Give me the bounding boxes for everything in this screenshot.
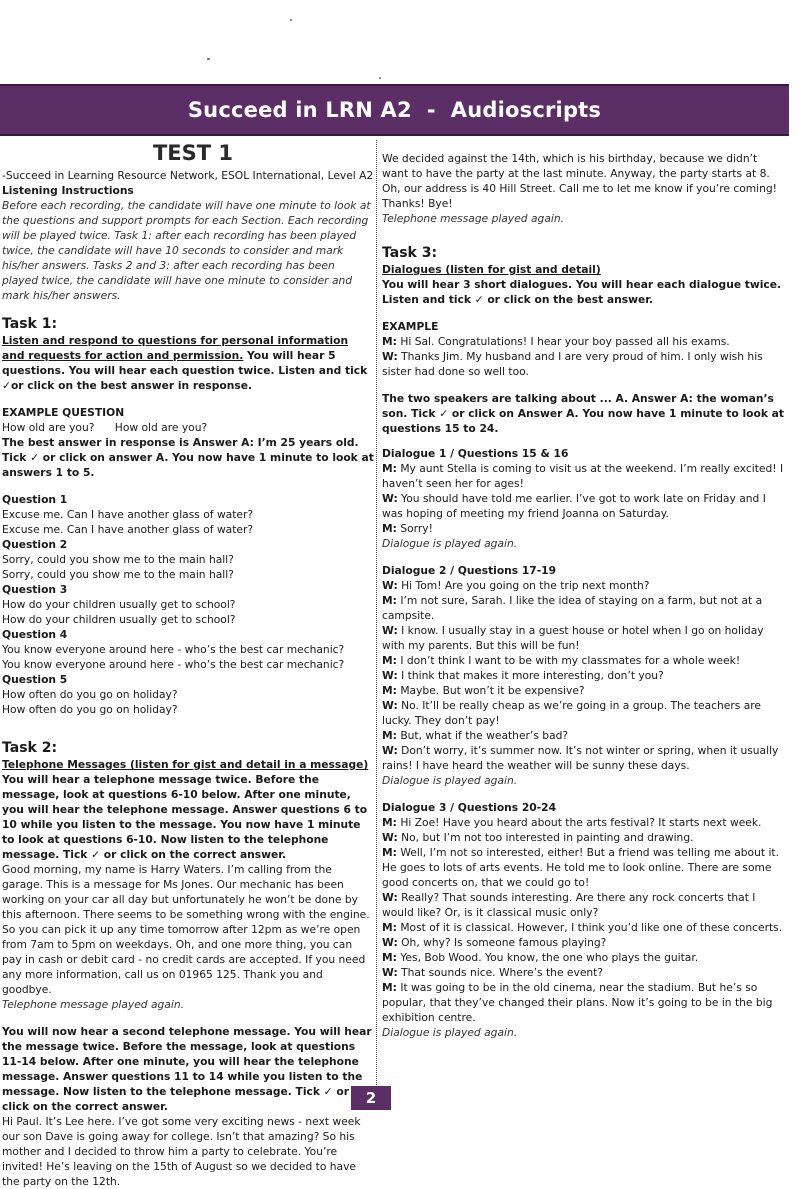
speaker: W: xyxy=(382,669,398,682)
speaker: W: xyxy=(382,744,398,757)
dialogue-line xyxy=(382,815,784,830)
task2-instruction-2: You will now hear a second telephone message. You will hear the message twice. Before the message, look at questions 11-14 below. After one minute, you will hear the telephone message. Answer questions 11 to 14 while you listen to the message. Now listen to the telephone message. Tick ✓ or click on the correct answer. xyxy=(2,1025,372,1113)
dialogue-line xyxy=(382,521,784,536)
dialogue-line xyxy=(382,935,784,950)
line-text: I know. I usually stay in a guest house or hotel when I go on holiday with my parents. But this will be fun! xyxy=(382,624,764,652)
speaker: M: xyxy=(382,462,397,475)
dialogue-line xyxy=(382,920,784,935)
example-question-heading: EXAMPLE QUESTION xyxy=(2,406,125,419)
right-column xyxy=(382,151,784,1040)
line-text: Hi Tom! Are you going on the trip next month? xyxy=(397,579,650,592)
line-text: No, but I’m not too interested in painting and drawing. xyxy=(397,831,694,844)
question-label: Question 1 xyxy=(2,493,68,506)
dialogue-line xyxy=(382,491,784,521)
example-heading: EXAMPLE xyxy=(382,320,439,333)
header-banner xyxy=(0,84,789,136)
scan-speck xyxy=(290,19,292,21)
line-text: No. It’ll be really cheap as we’re going in a group. The teachers are lucky. They don’t pay! xyxy=(382,699,761,727)
task1-instruction: You will hear 5 questions. You will hear each question twice. Listen and tick ✓or click on the best answer in response. xyxy=(2,349,368,392)
question-text: Sorry, could you show me to the main hall? xyxy=(2,553,234,566)
line-text: Hi Sal. Congratulations! I hear your boy passed all his exams. xyxy=(396,335,730,348)
task2-heading: Telephone Messages (listen for gist and detail in a message) xyxy=(2,758,369,771)
speaker: M: xyxy=(382,522,397,535)
line-text: I think that makes it more interesting, don’t you? xyxy=(397,669,664,682)
speaker: W: xyxy=(382,831,398,844)
dialogue-line xyxy=(382,890,784,920)
task1-instructions xyxy=(2,333,374,393)
line-text: You should have told me earlier. I’ve got to work late on Friday and I was hoping of meeting my friend Joanna on Saturday. xyxy=(382,492,766,520)
question-text: Excuse me. Can I have another glass of water? xyxy=(2,523,254,536)
task2-title: Task 2: xyxy=(2,740,58,756)
intro-line: -Succeed in Learning Resource Network, ESOL International, Level A2 xyxy=(2,169,374,182)
dialogue-line xyxy=(382,830,784,845)
line-text: I don’t think I want to be with my classmates for a whole week! xyxy=(396,654,741,667)
page-number: 2 xyxy=(351,1086,391,1110)
speaker: M: xyxy=(382,846,397,859)
speaker: W: xyxy=(382,966,398,979)
speaker: W: xyxy=(382,579,398,592)
dialogue-line xyxy=(382,593,784,623)
task3-heading: Dialogues (listen for gist and detail) xyxy=(382,263,601,276)
dialogue-line xyxy=(382,845,784,890)
dialogue-heading: Dialogue 3 / Questions 20-24 xyxy=(382,801,557,814)
line-text: Maybe. But won’t it be expensive? xyxy=(396,684,585,697)
speaker: M: xyxy=(382,951,397,964)
played-again-note: Telephone message played again. xyxy=(382,212,565,225)
dialogue-3 xyxy=(382,800,784,1040)
played-again-note: Telephone message played again. xyxy=(2,998,185,1011)
telephone-message-2: Hi Paul. It’s Lee here. I’ve got some very exciting news - next week our son Dave is going away for college. Isn’t that amazing? So his mother and I decided to throw him a party to celebrate. You’re invited! He’s leaving on the 15th of August so we decided to have the party on the 12th. xyxy=(2,1115,361,1188)
speaker: M: xyxy=(382,654,397,667)
question-text: How often do you go on holiday? xyxy=(2,703,178,716)
speaker: M: xyxy=(382,816,397,829)
test-title: TEST 1 xyxy=(152,141,234,165)
dialogue-heading: Dialogue 2 / Questions 17-19 xyxy=(382,564,557,577)
dialogue-line xyxy=(382,698,784,728)
dialogue-line xyxy=(382,668,784,683)
telephone-message-2-cont: We decided against the 14th, which is his birthday, because we didn’t want to have the party at the last minute. Anyway, the party starts at 8. Oh, our address is 40 Hill Street. Call me to let me know if you’re coming! Thanks! Bye! xyxy=(382,152,777,210)
telephone-message-1: Good morning, my name is Harry Waters. I’m calling from the garage. This is a message for Ms Jones. Our mechanic has been working on your car all day but unfortunately he won’t be done by this afternoon. There seems to be something wrong with the engine. So you can pick it up any time tomorrow after 12pm as we’re open from 7am to 5pm on weekdays. Oh, and one more thing, you can pay in cash or debit card - no credit cards are accepted. If you need any more information, call us on 01965 125. Thank you and goodbye. xyxy=(2,863,370,996)
line-text: I’m not sure, Sarah. I like the idea of staying on a farm, but not at a campsite. xyxy=(382,594,763,622)
line-text: Sorry! xyxy=(396,522,433,535)
example-answer: The two speakers are talking about ... A. Answer A: the woman’s son. Tick ✓ or click on Answer A. You now have 1 minute to look at questions 15 to 24. xyxy=(382,392,784,435)
dialogue-line xyxy=(382,349,784,379)
question-list xyxy=(2,492,374,717)
line-text: Yes, Bob Wood. You know, the one who plays the guitar. xyxy=(396,951,699,964)
task3-title: Task 3: xyxy=(382,245,438,261)
column-divider xyxy=(376,140,377,1085)
speaker: M: xyxy=(382,684,397,697)
question-text: How do your children usually get to school? xyxy=(2,613,236,626)
line-text: Thanks Jim. My husband and I are very proud of him. I only wish his sister had done so well too. xyxy=(382,350,763,378)
dialogue-2 xyxy=(382,563,784,788)
question-text: Sorry, could you show me to the main hall? xyxy=(2,568,234,581)
dialogue-again-note: Dialogue is played again. xyxy=(382,774,518,787)
dialogue-line xyxy=(382,578,784,593)
line-text: But, what if the weather’s bad? xyxy=(396,729,569,742)
page-title: Succeed in LRN A2 - Audioscripts xyxy=(187,98,602,122)
dialogue-line xyxy=(382,743,784,773)
example-question-line: How old are you? How old are you? xyxy=(2,421,208,434)
question-label: Question 2 xyxy=(2,538,68,551)
speaker: W: xyxy=(382,624,398,637)
question-text: You know everyone around here - who’s the best car mechanic? xyxy=(2,643,345,656)
question-label: Question 5 xyxy=(2,673,68,686)
dialogue-line xyxy=(382,461,784,491)
dialogue-line xyxy=(382,965,784,980)
task1-title: Task 1: xyxy=(2,316,58,332)
dialogue-line xyxy=(382,623,784,653)
example-answer: The best answer in response is Answer A: I’m 25 years old. Tick ✓ or click on answer A. You now have 1 minute to look at answers 1 to 5. xyxy=(2,436,374,479)
task2-instruction: You will hear a telephone message twice. Before the message, look at questions 6-10 below. After one minute, you will hear the telephone message. Answer questions 6 to 10 while you listen to the message. You now have 1 minute to look at questions 6-10. Now listen to the telephone message. Tick ✓ or click on the correct answer. xyxy=(2,773,368,861)
speaker: W: xyxy=(382,699,398,712)
line-text: Well, I’m not so interested, either! But a friend was telling me about it. He goes to lots of arts events. He told me to look online. There are some good concerts on, that we could go to! xyxy=(382,846,779,889)
line-text: Hi Zoe! Have you heard about the arts festival? It starts next week. xyxy=(396,816,762,829)
dialogue-1 xyxy=(382,446,784,551)
question-label: Question 4 xyxy=(2,628,68,641)
speaker: M: xyxy=(382,981,397,994)
task3-instruction: You will hear 3 short dialogues. You will hear each dialogue twice. Listen and tick ✓ or click on the best answer. xyxy=(382,278,782,306)
speaker: W: xyxy=(382,891,398,904)
scan-speck xyxy=(207,58,210,60)
speaker: W: xyxy=(382,936,398,949)
scan-speck xyxy=(379,77,381,79)
task1-heading: Listen and respond to questions for personal information and requests for action and permission. xyxy=(2,334,349,362)
speaker: W: xyxy=(382,350,398,363)
speaker: M: xyxy=(382,594,397,607)
line-text: Don’t worry, it’s summer now. It’s not winter or spring, when it usually rains! I have heard the weather will be sunny these days. xyxy=(382,744,779,772)
left-column xyxy=(2,140,374,1189)
dialogue-heading: Dialogue 1 / Questions 15 & 16 xyxy=(382,447,569,460)
listening-instructions-heading: Listening Instructions xyxy=(2,184,134,197)
line-text: Most of it is classical. However, I think you’d like one of these concerts. xyxy=(396,921,783,934)
question-text: Excuse me. Can I have another glass of water? xyxy=(2,508,254,521)
dialogue-again-note: Dialogue is played again. xyxy=(382,1026,518,1039)
question-text: You know everyone around here - who’s the best car mechanic? xyxy=(2,658,345,671)
listening-instructions-text: Before each recording, the candidate will have one minute to look at the questions and support prompts for each Section. Each recording will be played twice. Task 1: after each recording has been played twice, the candidate will have 10 seconds to consider and mark his/her answers. Tasks 2 and 3: after each recording has been played twice, the candidate will have one minute to consider and mark his/her answers. xyxy=(2,199,371,302)
speaker: W: xyxy=(382,492,398,505)
line-text: That sounds nice. Where’s the event? xyxy=(397,966,604,979)
dialogue-line xyxy=(382,950,784,965)
question-text: How do your children usually get to school? xyxy=(2,598,236,611)
dialogue-line xyxy=(382,980,784,1025)
speaker: M: xyxy=(382,921,397,934)
speaker: M: xyxy=(382,335,397,348)
dialogue-line xyxy=(382,653,784,668)
dialogue-line xyxy=(382,728,784,743)
dialogue-again-note: Dialogue is played again. xyxy=(382,537,518,550)
line-text: It was going to be in the old cinema, near the stadium. But he’s so popular, that they’ve changed their plans. Now it’s going to be in the big exhibition centre. xyxy=(382,981,773,1024)
line-text: Really? That sounds interesting. Are there any rock concerts that I would like? Or, is it classical music only? xyxy=(382,891,756,919)
line-text: Oh, why? Is someone famous playing? xyxy=(397,936,607,949)
speaker: M: xyxy=(382,729,397,742)
dialogue-line xyxy=(382,334,784,349)
line-text: My aunt Stella is coming to visit us at the weekend. I’m really excited! I haven’t seen her for ages! xyxy=(382,462,784,490)
question-text: How often do you go on holiday? xyxy=(2,688,178,701)
question-label: Question 3 xyxy=(2,583,68,596)
dialogue-line xyxy=(382,683,784,698)
